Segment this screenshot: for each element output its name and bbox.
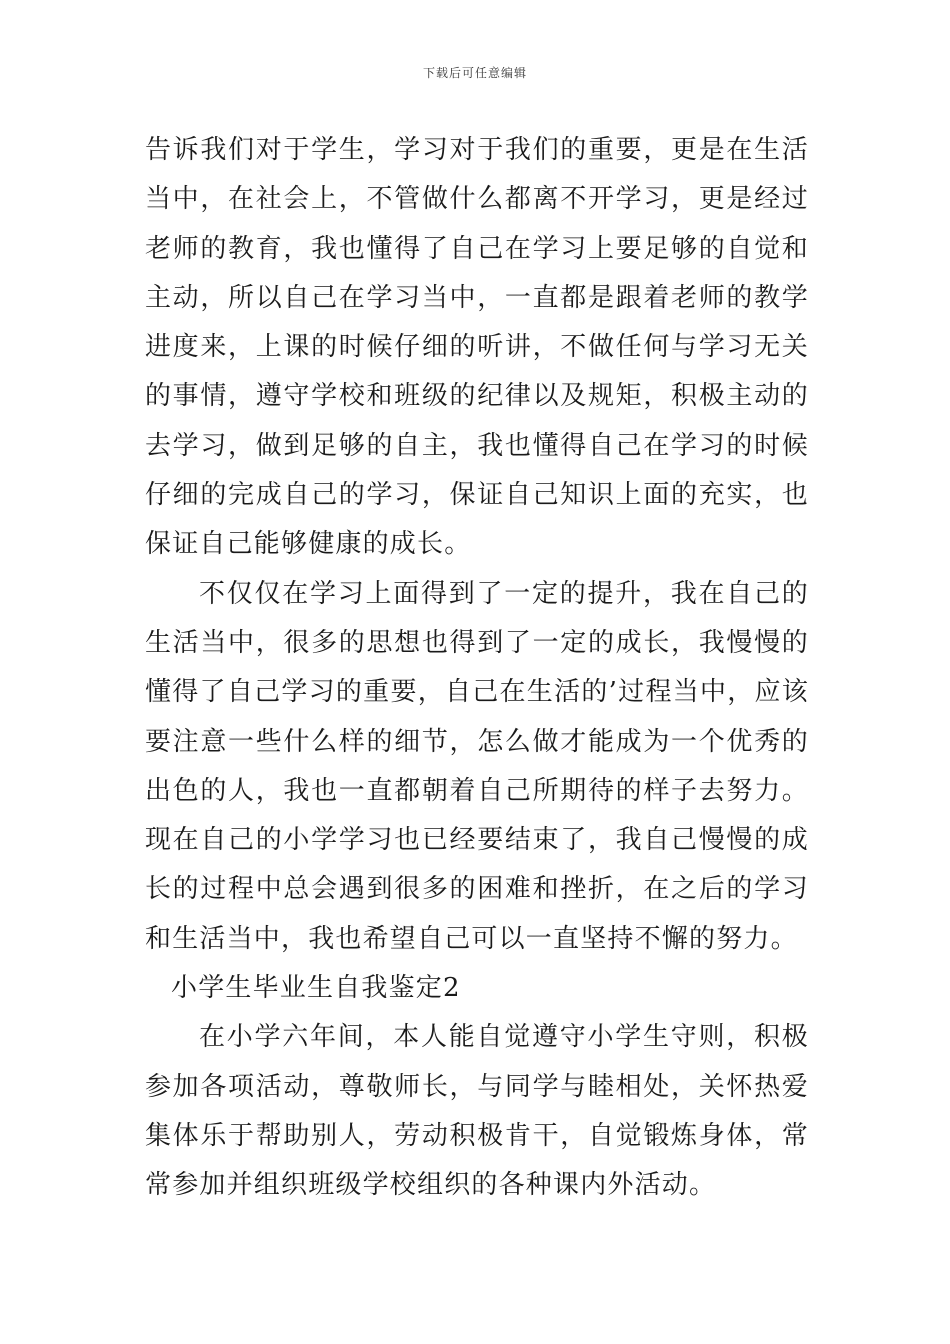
page-header-note: 下载后可任意编辑 xyxy=(422,66,527,80)
section-title: 小学生毕业生自我鉴定2 xyxy=(171,973,461,1004)
document-body xyxy=(145,126,809,1211)
paragraph: 在小学六年间，本人能自觉遵守小学生守则，积极参加各项活动，尊敬师长，与同学与睦相处，关怀热爱集体乐于帮助别人，劳动积极肯干，自觉锻炼身体，常常参加并组织班级学校组织的各种课内外活动。 xyxy=(145,1022,809,1201)
paragraph-continued: 告诉我们对于学生，学习对于我们的重要，更是在生活当中，在社会上，不管做什么都离不开学习，更是经过老师的教育，我也懂得了自己在学习上要足够的自觉和主动，所以自己在学习当中，一直都是跟着老师的教学进度来，上课的时候仔细的听讲，不做任何与学习无关的事情，遵守学校和班级的纪律以及规矩，积极主动的去学习，做到足够的自主，我也懂得自己在学习的时候仔细的完成自己的学习，保证自己知识上面的充实，也保证自己能够健康的成长。 xyxy=(145,135,809,560)
paragraph: 不仅仅在学习上面得到了一定的提升，我在自己的生活当中，很多的思想也得到了一定的成长，我慢慢的懂得了自己学习的重要，自己在生活的’过程当中，应该要注意一些什么样的细节，怎么做才能成为一个优秀的出色的人，我也一直都朝着自己所期待的样子去努力。现在自己的小学学习也已经要结束了，我自己慢慢的成长的过程中总会遇到很多的困难和挫折，在之后的学习和生活当中，我也希望自己可以一直坚持不懈的努力。 xyxy=(145,578,809,954)
